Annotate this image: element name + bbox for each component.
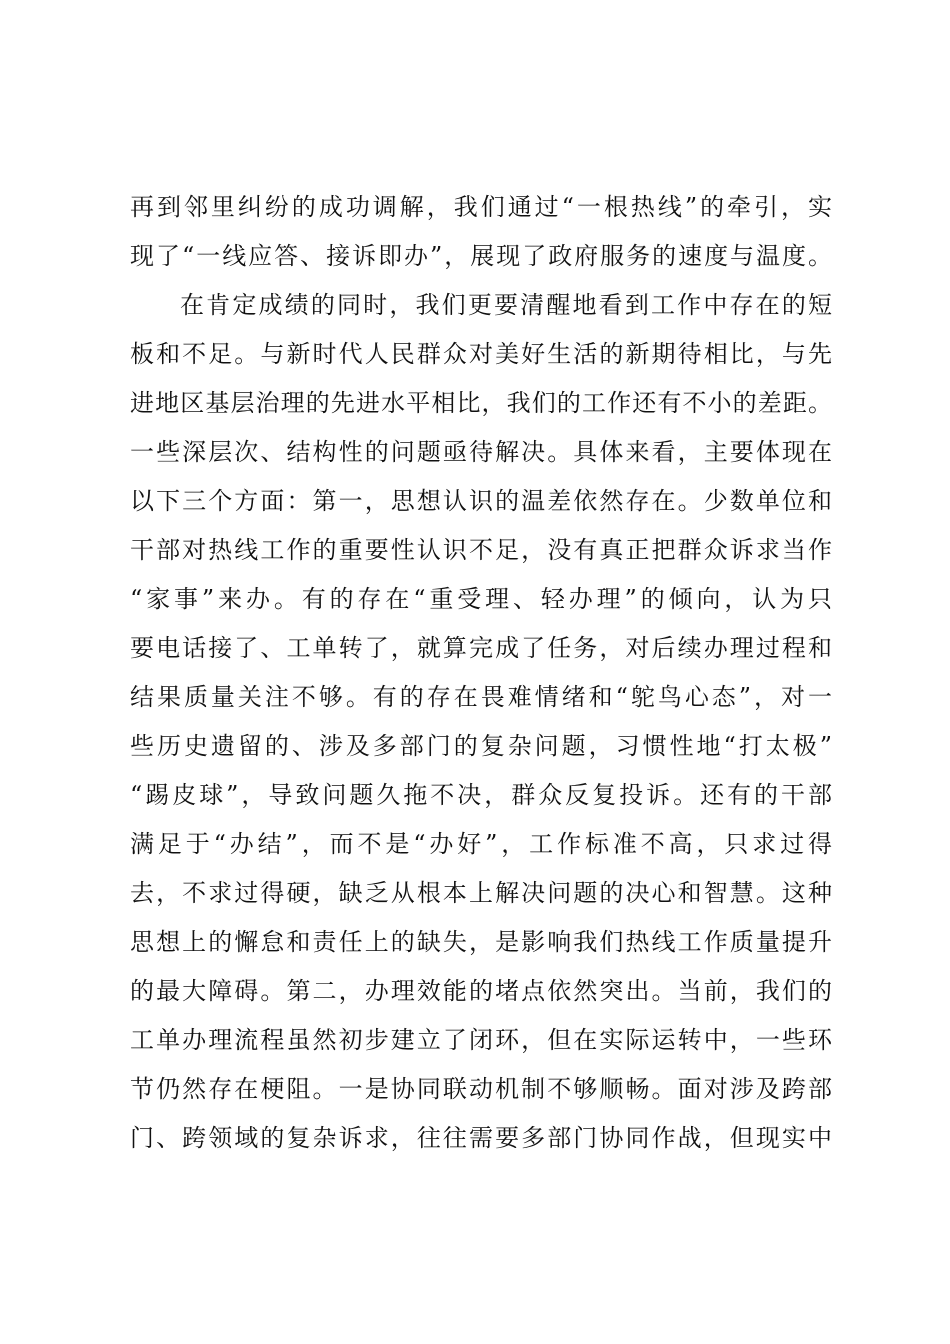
text-line: 进地区基层治理的先进水平相比，我们的工作还有不小的差距。 <box>130 389 832 417</box>
text-line: 去，不求过得硬，缺乏从根本上解决问题的决心和智慧。这种 <box>130 879 832 907</box>
text-line: 以下三个方面：第一，思想认识的温差依然存在。少数单位和 <box>130 487 832 515</box>
text-line: 些历史遗留的、涉及多部门的复杂问题，习惯性地“打太极” <box>130 732 832 760</box>
text-line: 再到邻里纠纷的成功调解，我们通过“一根热线”的牵引，实 <box>130 193 832 221</box>
text-line: 要电话接了、工单转了，就算完成了任务，对后续办理过程和 <box>130 634 832 662</box>
text-line: 的最大障碍。第二，办理效能的堵点依然突出。当前，我们的 <box>130 977 832 1005</box>
text-line-indented: 在肯定成绩的同时，我们更要清醒地看到工作中存在的短 <box>180 291 832 319</box>
text-line: 思想上的懈怠和责任上的缺失，是影响我们热线工作质量提升 <box>130 928 832 956</box>
paragraph-continuation <box>130 183 832 281</box>
text-line: 节仍然存在梗阻。一是协同联动机制不够顺畅。面对涉及跨部 <box>130 1075 832 1103</box>
text-line: “家事”来办。有的存在“重受理、轻办理”的倾向，认为只 <box>130 585 832 613</box>
text-line: 干部对热线工作的重要性认识不足，没有真正把群众诉求当作 <box>130 536 832 564</box>
text-line: “踢皮球”，导致问题久拖不决，群众反复投诉。还有的干部 <box>130 781 832 809</box>
text-line: 满足于“办结”，而不是“办好”，工作标准不高，只求过得 <box>130 830 832 858</box>
document-body <box>130 183 832 1163</box>
text-line: 门、跨领域的复杂诉求，往往需要多部门协同作战，但现实中 <box>130 1124 832 1152</box>
text-line: 板和不足。与新时代人民群众对美好生活的新期待相比，与先 <box>130 340 832 368</box>
paragraph-shortcomings <box>130 281 832 1163</box>
text-line: 现了“一线应答、接诉即办”，展现了政府服务的速度与温度。 <box>130 242 832 270</box>
text-line: 结果质量关注不够。有的存在畏难情绪和“鸵鸟心态”，对一 <box>130 683 832 711</box>
text-line: 工单办理流程虽然初步建立了闭环，但在实际运转中，一些环 <box>130 1026 832 1054</box>
text-line: 一些深层次、结构性的问题亟待解决。具体来看，主要体现在 <box>130 438 832 466</box>
